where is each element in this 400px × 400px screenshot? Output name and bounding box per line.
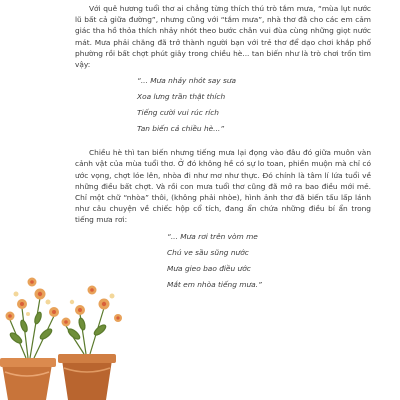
verse-1-line: “... Mưa nhảy nhót say sưa (137, 76, 237, 86)
verse-2 (167, 229, 371, 293)
verse-1-line: Tan biến cả chiều hè...” (137, 124, 225, 134)
verse-1 (137, 73, 371, 137)
verse-2-line: Mưa gieo bao điều ước (167, 263, 251, 273)
paragraph-1: Với quê hương tuổi thơ ai chẳng từng thích thú trò tắm mưa, “mùa lụt nước lũ bất cả giữa đường”, nhưng cũng với “tắm mưa”, nhà thơ đã cho các em cảm giác tha hồ thỏa thích nhảy nhót theo bước chân vui đùa cùng những giọt nước mát. Mưa phải chăng đã trở thành người bạn với trẻ thơ để dạo chơi khắp phố phường rồi bất chợt phút giây trong chiều hè... tan biến như là trò chơi trốn tìm vậy: (75, 4, 371, 70)
verse-1-line: Tiếng cười vui rúc rích (137, 108, 219, 118)
verse-2-line: “... Mưa rơi trên vòm me (167, 231, 258, 241)
verse-2-line: Mắt em nhòa tiếng mưa.” (167, 279, 262, 289)
flower-pot-back (58, 354, 116, 400)
potted-flowers-illustration (0, 268, 140, 400)
paragraph-2: Chiều hè thì tan biến nhưng tiếng mưa lại đọng vào đâu đó giữa muôn vàn cảnh vật của mùa tuổi thơ. Ở đó không hề có sự lo toan, phiền muộn mà chỉ có ước vọng, chợt lóe lên, nhòa đi như mơ như thực. Đó chính là tâm lí lứa tuổi về những điều bất chợt. Và rồi con mưa tuổi thơ cũng đã mở ra bao điều mới mẻ. Chỉ một chữ “nhòa” thôi, (không phải nhòe), hình ảnh thơ đã biến tấu lấp lánh như câu chuyện về chiếc hộp cổ tích, đang ẩn chứa những điều bí ẩn trong tiếng mưa rơi: (75, 148, 371, 225)
verse-2-line: Chú ve sầu sũng nước (167, 247, 249, 257)
text-block (75, 3, 371, 293)
flower-pot-front (0, 358, 56, 400)
verse-1-line: Xoa lưng trần thật thích (137, 92, 226, 102)
